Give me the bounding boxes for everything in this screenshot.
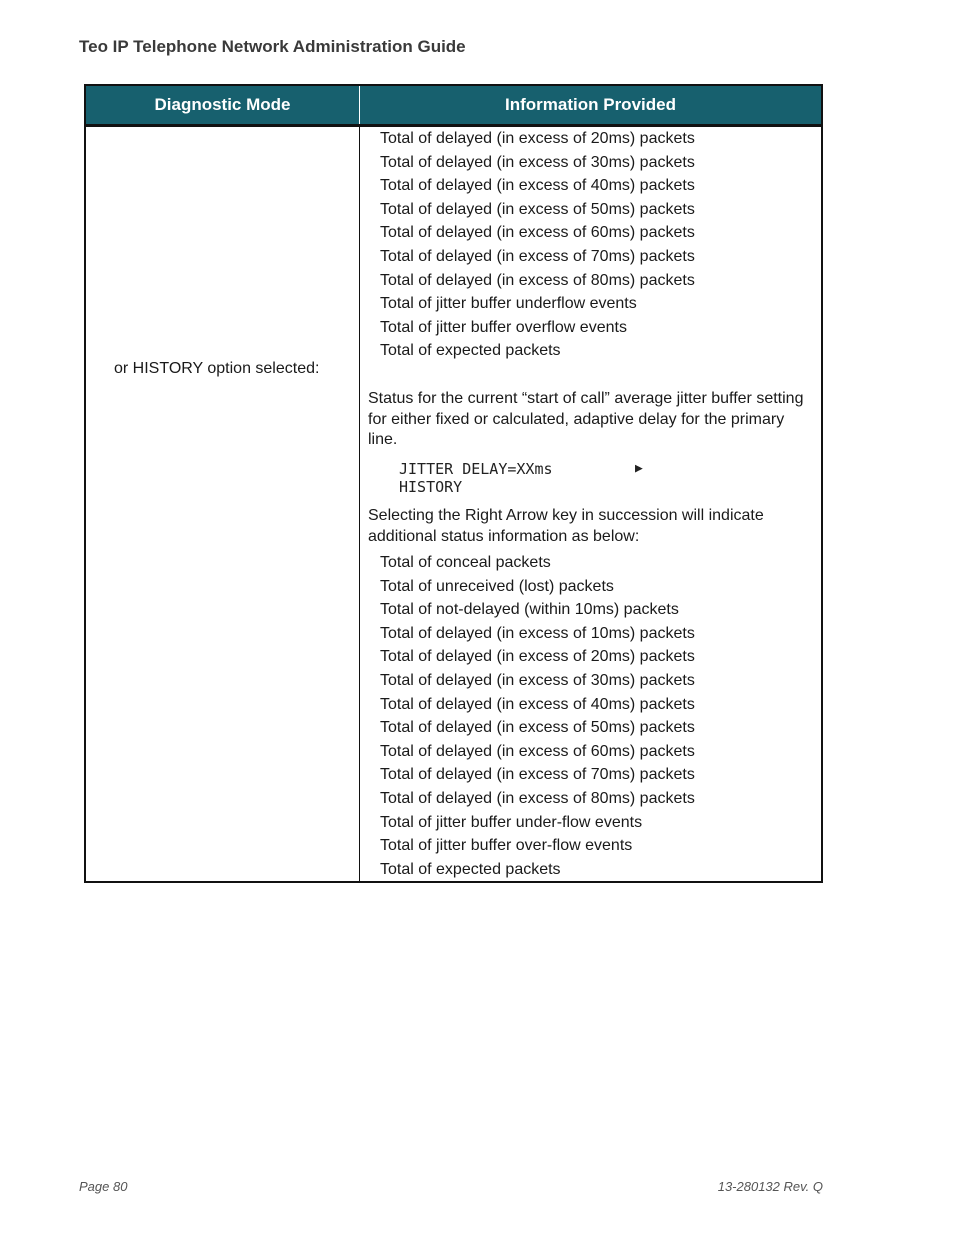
list-item: Total of delayed (in excess of 20ms) packets <box>380 648 695 666</box>
list-item: Total of conceal packets <box>380 554 551 571</box>
list-item: Total of delayed (in excess of 70ms) packets <box>380 766 695 784</box>
list-item: Total of delayed (in excess of 50ms) packets <box>380 719 695 737</box>
column-header-information-provided: Information Provided <box>505 95 676 114</box>
list-item: Total of delayed (in excess of 40ms) packets <box>380 695 695 713</box>
list-item: Total of jitter buffer over-flow events <box>380 837 633 855</box>
right-arrow-icon: ▶ <box>635 461 643 476</box>
lcd-line-2: HISTORY <box>399 478 463 496</box>
list-item: Total of expected packets <box>380 860 561 878</box>
list-item: Total of delayed (in excess of 50ms) packets <box>380 200 695 218</box>
list-item: Total of delayed (in excess of 60ms) packets <box>380 224 695 242</box>
list-item: Total of delayed (in excess of 20ms) packets <box>380 130 695 147</box>
list-item: Total of jitter buffer underflow events <box>380 295 637 313</box>
column-header-diagnostic-mode: Diagnostic Mode <box>154 95 291 114</box>
packet-stats-list-2 <box>368 551 695 881</box>
table-header-row <box>86 86 821 127</box>
right-arrow-instruction: Selecting the Right Arrow key in succession will indicate additional status information as below: <box>368 507 764 545</box>
page-number: Page 80 <box>79 1179 128 1194</box>
diagnostic-table <box>84 84 823 883</box>
list-item: Total of delayed (in excess of 80ms) packets <box>380 789 695 807</box>
list-item: Total of delayed (in excess of 40ms) packets <box>380 177 695 195</box>
list-item: Total of delayed (in excess of 10ms) packets <box>380 624 695 642</box>
list-item: Total of delayed (in excess of 30ms) packets <box>380 153 695 171</box>
list-item: Total of jitter buffer overflow events <box>380 318 627 336</box>
lcd-line-1: JITTER DELAY=XXms <box>399 460 553 478</box>
list-item: Total of delayed (in excess of 60ms) packets <box>380 742 695 760</box>
lcd-display-example <box>399 460 659 496</box>
document-title: Teo IP Telephone Network Administration Guide <box>79 37 466 56</box>
document-revision: 13-280132 Rev. Q <box>717 1179 823 1194</box>
list-item: Total of expected packets <box>380 342 561 360</box>
jitter-status-description: Status for the current “start of call” average jitter buffer setting for either fixed or calculated, adaptive delay for the primary line. <box>368 390 804 448</box>
list-item: Total of jitter buffer under-flow events <box>380 813 643 831</box>
diagnostic-mode-cell: or HISTORY option selected: <box>114 360 320 377</box>
list-item: Total of not-delayed (within 10ms) packets <box>380 601 679 619</box>
list-item: Total of delayed (in excess of 70ms) packets <box>380 247 695 265</box>
packet-stats-list-1 <box>368 127 695 363</box>
column-divider <box>359 127 360 881</box>
list-item: Total of delayed (in excess of 80ms) packets <box>380 271 695 289</box>
list-item: Total of delayed (in excess of 30ms) packets <box>380 671 695 689</box>
list-item: Total of unreceived (lost) packets <box>380 577 614 595</box>
